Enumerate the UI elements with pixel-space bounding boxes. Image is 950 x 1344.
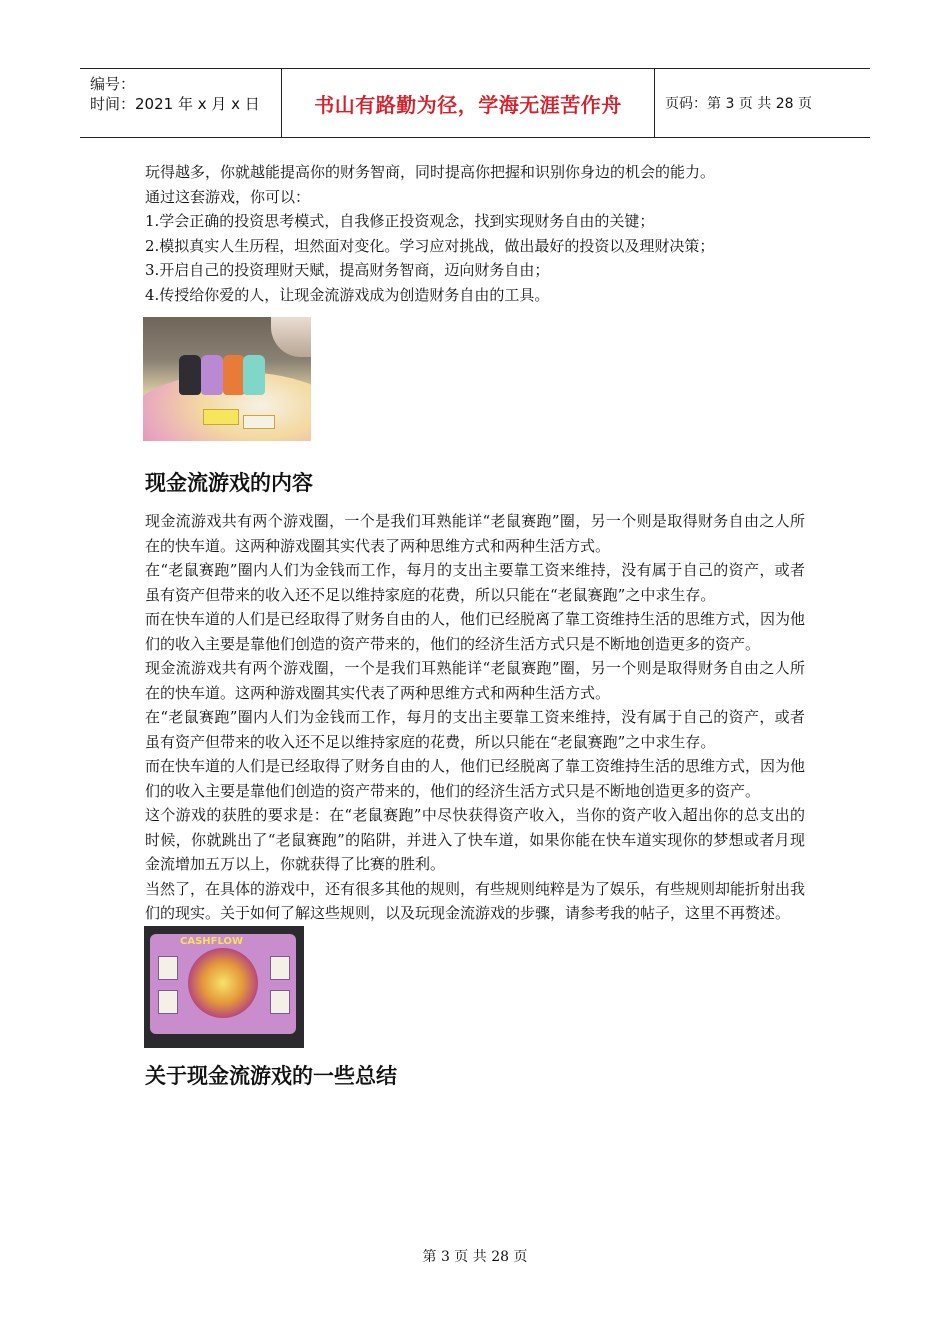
section-heading: 关于现金流游戏的一些总结 — [145, 1063, 397, 1088]
cashflow-logo: CASHFLOW — [180, 935, 244, 947]
game-pieces-photo — [143, 317, 311, 441]
intro-line: 4.传授给你爱的人，让现金流游戏成为创造财务自由的工具。 — [145, 285, 550, 304]
intro-line: 2.模拟真实人生历程，坦然面对变化。学习应对挑战，做出最好的投资以及理财决策； — [145, 236, 715, 255]
paragraph: 在“老鼠赛跑”圈内人们为金钱而工作，每月的支出主要靠工资来维持，没有属于自己的资产，或者虽有资产但带来的收入还不足以维持家庭的花费，所以只能在“老鼠赛跑”之中求生存。 — [145, 561, 805, 604]
intro-line: 玩得越多，你就越能提高你的财务智商，同时提高你把握和识别你身边的机会的能力。 — [145, 163, 716, 181]
header-motto-cell — [281, 69, 655, 137]
cashflow-board-photo — [144, 926, 304, 1048]
paragraph: 这个游戏的获胜的要求是：在“老鼠赛跑”中尽快获得资产收入，当你的资产收入超出你的总支出的时候，你就跳出了“老鼠赛跑”的陷阱，并进入了快车道，如果你能在快车道实现你的梦想或者月现金流增加五万以上，你就获得了比赛的胜利。 — [145, 806, 805, 873]
paragraph: 现金流游戏共有两个游戏圈，一个是我们耳熟能详“老鼠赛跑”圈，另一个则是取得财务自由之人所在的快车道。这两种游戏圈其实代表了两种思维方式和两种生活方式。 — [145, 512, 805, 555]
number-label: 编号： — [90, 75, 136, 93]
paragraph: 现金流游戏共有两个游戏圈，一个是我们耳熟能详“老鼠赛跑”圈，另一个则是取得财务自由之人所在的快车道。这两种游戏圈其实代表了两种思维方式和两种生活方式。 — [145, 659, 805, 702]
header-table — [80, 68, 870, 138]
paragraph: 在“老鼠赛跑”圈内人们为金钱而工作，每月的支出主要靠工资来维持，没有属于自己的资产，或者虽有资产但带来的收入还不足以维持家庭的花费，所以只能在“老鼠赛跑”之中求生存。 — [145, 708, 805, 751]
header-meta-cell — [80, 69, 280, 137]
motto-text: 书山有路勤为径，学海无涯苦作舟 — [314, 92, 622, 117]
time-label: 时间：2021 年 x 月 x 日 — [90, 95, 260, 113]
intro-line: 3.开启自己的投资理财天赋，提高财务智商，迈向财务自由； — [145, 261, 550, 279]
header-page-cell — [655, 69, 870, 137]
document-body — [145, 160, 805, 1090]
paragraph: 而在快车道的人们是已经取得了财务自由的人，他们已经脱离了靠工资维持生活的思维方式，因为他们的收入主要是靠他们创造的资产带来的，他们的经济生活方式只是不断地创造更多的资产。 — [145, 757, 806, 800]
section-heading: 现金流游戏的内容 — [145, 471, 313, 495]
intro-line: 通过这套游戏，你可以： — [145, 187, 311, 206]
page-footer: 第 3 页 共 28 页 — [422, 1249, 528, 1265]
intro-line: 1.学会正确的投资思考模式，自我修正投资观念，找到实现财务自由的关键； — [145, 212, 655, 230]
paragraph: 当然了，在具体的游戏中，还有很多其他的规则，有些规则纯粹是为了娱乐，有些规则却能折射出我们的现实。关于如何了解这些规则，以及玩现金流游戏的步骤，请参考我的帖子，这里不再赘述。 — [145, 879, 806, 922]
paragraph: 而在快车道的人们是已经取得了财务自由的人，他们已经脱离了靠工资维持生活的思维方式，因为他们的收入主要是靠他们创造的资产带来的，他们的经济生活方式只是不断地创造更多的资产。 — [145, 610, 806, 653]
page-info: 页码：第 3 页 共 28 页 — [665, 96, 812, 112]
